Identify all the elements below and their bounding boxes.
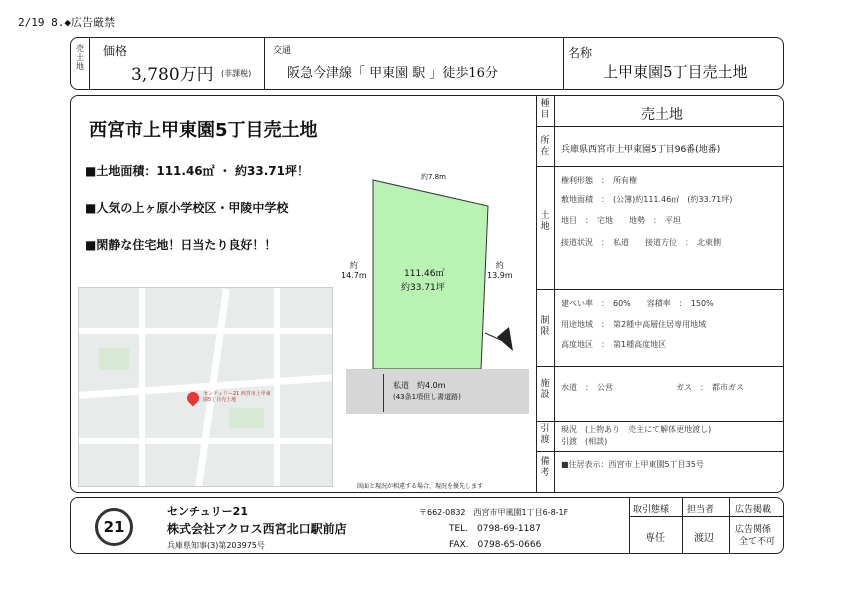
section-label: 売土地 xyxy=(76,44,84,71)
land-line-4: 接道状況 ： 私道 接道方位 ： 北東側 xyxy=(561,238,721,247)
road-width: 私道 約4.0m xyxy=(393,381,446,390)
restriction-line-2: 用途地域 ： 第2種中高層住居専用地域 xyxy=(561,320,707,329)
ad-value-2: 全て不可 xyxy=(739,537,776,547)
transport-label: 交通 xyxy=(273,46,292,56)
address: 〒662-0832 西宮市甲風園1丁目6-8-1F xyxy=(419,508,569,517)
mode-value: 専任 xyxy=(645,533,665,544)
land-line-3: 地目 ： 宅地 地勢 ： 平坦 xyxy=(561,216,681,225)
facility-water: 水道 ： 公営 xyxy=(561,383,613,392)
point-2: ■人気の上ヶ原小学校区・甲陵中学校 xyxy=(85,201,289,215)
handover-line-2: 引渡 (相談) xyxy=(561,437,608,446)
staff-label: 担当者 xyxy=(687,505,715,515)
location-value: 兵庫県西宮市上甲東園5丁目96番(地番) xyxy=(561,145,721,155)
price-label: 価格 xyxy=(103,44,128,58)
point-1: ■土地面積：111.46㎡ ・ 約33.71坪！ xyxy=(85,164,309,178)
company-brand: センチュリー21 xyxy=(167,505,248,518)
road-note: (43条1項但し書道路) xyxy=(393,393,461,401)
restriction-label: 制限 xyxy=(540,316,550,337)
restriction-line-1: 建ぺい率 ： 60% 容積率 ： 150% xyxy=(561,299,714,308)
mode-label: 取引態様 xyxy=(633,505,670,515)
restriction-line-3: 高度地区 ： 第1種高度地区 xyxy=(561,340,667,349)
facility-label: 施設 xyxy=(540,379,550,400)
name-label: 名称 xyxy=(568,46,593,60)
remarks-label: 備考 xyxy=(540,457,550,478)
handover-label: 引渡 xyxy=(540,424,550,445)
type-label: 種目 xyxy=(540,99,550,120)
header-note: 2/19 8.◆広告厳禁 xyxy=(18,16,115,29)
plan-note: 図面と現況が相違する場合、現況を優先します xyxy=(357,483,484,490)
remarks-value: ■住居表示：西宮市上甲東園5丁目35号 xyxy=(561,460,704,469)
road-dimension-line xyxy=(383,374,384,412)
fax: FAX. 0798-65-0666 xyxy=(449,540,542,550)
plot-left-side: 約 14.7m xyxy=(341,261,367,280)
land-line-1: 権利形態 ： 所有権 xyxy=(561,176,637,185)
map-pin-icon xyxy=(185,390,202,407)
license: 兵庫県知事(3)第203975号 xyxy=(167,541,265,550)
facility-gas: ガス ： 都市ガス xyxy=(676,383,744,392)
company-name: 株式会社アクロス西宮北口駅前店 xyxy=(167,522,347,536)
plot-area-tsubo: 約33.71坪 xyxy=(401,283,445,293)
tel: TEL. 0798-69-1187 xyxy=(449,524,541,534)
location-label: 所在 xyxy=(540,136,550,157)
ad-value-1: 広告関係 xyxy=(735,525,772,535)
ad-label: 広告掲載 xyxy=(735,505,772,515)
handover-line-1: 現況 (上物あり 売主にて解体更地渡し) xyxy=(561,425,712,434)
land-label: 土地 xyxy=(540,211,550,232)
tax-note: (非課税) xyxy=(221,69,252,78)
plot-area-m2: 111.46㎡ xyxy=(404,269,445,279)
land-line-2: 敷地面積 ： (公簿)約111.46㎡ (約33.71坪) xyxy=(561,195,733,204)
c21-logo: 21 xyxy=(95,508,133,546)
map-marker-label: センチュリー21 西宮市上甲東園5丁目売土地 xyxy=(203,391,271,403)
staff-value: 渡辺 xyxy=(694,533,714,544)
plot-top-width: 約7.8m xyxy=(421,173,446,181)
price: 3,780万円 xyxy=(131,65,214,85)
property-name: 上甲東園5丁目売土地 xyxy=(603,63,748,81)
summary-bar xyxy=(70,37,784,90)
location-map xyxy=(78,287,333,487)
main-title: 西宮市上甲東園5丁目売土地 xyxy=(89,120,318,141)
point-3: ■閑静な住宅地！日当たり良好！！ xyxy=(85,238,277,252)
type-value: 売土地 xyxy=(641,107,683,123)
footer xyxy=(70,497,784,554)
plot-right-side: 約 13.9m xyxy=(487,261,513,280)
transport: 阪急今津線「 甲東園 駅 」徒歩16分 xyxy=(287,66,498,81)
